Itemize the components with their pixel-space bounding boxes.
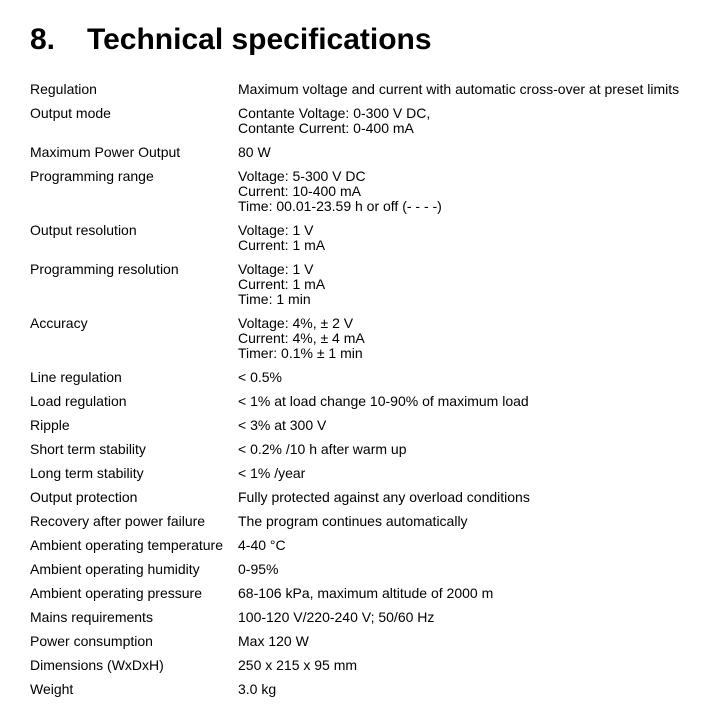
- spec-row: [30, 658, 700, 673]
- spec-value-line: Contante Voltage: 0-300 V DC,: [238, 105, 431, 121]
- spec-row: [30, 682, 700, 697]
- spec-value-line: 3.0 kg: [238, 681, 277, 697]
- spec-row: [30, 442, 700, 457]
- spec-label: Programming range: [30, 168, 154, 184]
- spec-value-line: 80 W: [238, 144, 271, 160]
- spec-label: Ambient operating pressure: [30, 585, 202, 601]
- spec-value-line: Timer: 0.1% ± 1 min: [238, 345, 363, 361]
- spec-value: [238, 682, 700, 697]
- spec-value-line: < 1% at load change 10-90% of maximum load: [238, 393, 529, 409]
- spec-label: Ambient operating temperature: [30, 537, 223, 553]
- spec-row: [30, 262, 700, 307]
- spec-value: [238, 316, 700, 361]
- spec-row: [30, 106, 700, 136]
- section-number: 8.: [30, 23, 56, 56]
- spec-row: [30, 586, 700, 601]
- spec-value: [238, 490, 700, 505]
- spec-row: [30, 466, 700, 481]
- spec-row: [30, 145, 700, 160]
- spec-value: [238, 610, 700, 625]
- spec-value-line: 100-120 V/220-240 V; 50/60 Hz: [238, 609, 435, 625]
- spec-label: Programming resolution: [30, 261, 179, 277]
- spec-label: Power consumption: [30, 633, 153, 649]
- spec-value: [238, 418, 700, 433]
- spec-value-line: Time: 00.01-23.59 h or off (- - - -): [238, 198, 442, 214]
- spec-value-line: < 0.2% /10 h after warm up: [238, 441, 407, 457]
- spec-row: [30, 370, 700, 385]
- spec-value: [238, 658, 700, 673]
- spec-label: Ambient operating humidity: [30, 561, 200, 577]
- spec-value: [238, 562, 700, 577]
- spec-row: [30, 418, 700, 433]
- spec-value: [238, 106, 700, 136]
- spec-value: [238, 634, 700, 649]
- spec-label: Short term stability: [30, 441, 146, 457]
- spec-value-line: Voltage: 5-300 V DC: [238, 168, 366, 184]
- spec-value: [238, 586, 700, 601]
- spec-row: [30, 82, 700, 97]
- spec-value-line: 250 x 215 x 95 mm: [238, 657, 358, 673]
- spec-value-line: Current: 1 mA: [238, 276, 326, 292]
- specifications-table: [30, 82, 700, 706]
- spec-value: [238, 262, 700, 307]
- spec-label: Ripple: [30, 417, 70, 433]
- spec-value: [238, 514, 700, 529]
- spec-value-line: Current: 1 mA: [238, 237, 326, 253]
- spec-row: [30, 316, 700, 361]
- spec-row: [30, 490, 700, 505]
- spec-label: Output resolution: [30, 222, 137, 238]
- spec-value-line: 68-106 kPa, maximum altitude of 2000 m: [238, 585, 494, 601]
- spec-value-line: 0-95%: [238, 561, 279, 577]
- spec-value-line: Voltage: 1 V: [238, 222, 314, 238]
- spec-value-line: Voltage: 1 V: [238, 261, 314, 277]
- spec-value-line: Voltage: 4%, ± 2 V: [238, 315, 354, 331]
- spec-label: Line regulation: [30, 369, 122, 385]
- spec-value: [238, 394, 700, 409]
- spec-value: [238, 370, 700, 385]
- spec-row: [30, 562, 700, 577]
- spec-row: [30, 223, 700, 253]
- spec-row: [30, 634, 700, 649]
- spec-row: [30, 169, 700, 214]
- spec-value-line: Current: 10-400 mA: [238, 183, 361, 199]
- spec-value: [238, 169, 700, 214]
- spec-value-line: Time: 1 min: [238, 291, 311, 307]
- spec-label: Weight: [30, 681, 74, 697]
- spec-row: [30, 610, 700, 625]
- spec-value-line: < 0.5%: [238, 369, 282, 385]
- spec-label: Regulation: [30, 81, 97, 97]
- spec-value: [238, 223, 700, 253]
- spec-value-line: < 3% at 300 V: [238, 417, 327, 433]
- section-heading: [30, 22, 432, 58]
- spec-value-line: Maximum voltage and current with automatic cross-over at preset limits: [238, 81, 680, 97]
- spec-label: Load regulation: [30, 393, 127, 409]
- spec-label: Maximum Power Output: [30, 144, 181, 160]
- spec-value: [238, 442, 700, 457]
- spec-row: [30, 538, 700, 553]
- section-title: Technical specifications: [87, 23, 432, 56]
- spec-value-line: Fully protected against any overload conditions: [238, 489, 530, 505]
- spec-value-line: Max 120 W: [238, 633, 309, 649]
- spec-value: [238, 466, 700, 481]
- spec-value: [238, 538, 700, 553]
- spec-value-line: 4-40 °C: [238, 537, 286, 553]
- spec-value-line: Current: 4%, ± 4 mA: [238, 330, 365, 346]
- spec-row: [30, 394, 700, 409]
- spec-value: [238, 145, 700, 160]
- spec-value: [238, 82, 700, 97]
- spec-label: Output protection: [30, 489, 138, 505]
- spec-label: Output mode: [30, 105, 111, 121]
- spec-label: Long term stability: [30, 465, 144, 481]
- spec-value-line: The program continues automatically: [238, 513, 468, 529]
- spec-label: Dimensions (WxDxH): [30, 657, 164, 673]
- spec-value-line: < 1% /year: [238, 465, 306, 481]
- spec-label: Accuracy: [30, 315, 88, 331]
- spec-label: Mains requirements: [30, 609, 153, 625]
- spec-value-line: Contante Current: 0-400 mA: [238, 120, 414, 136]
- spec-row: [30, 514, 700, 529]
- spec-label: Recovery after power failure: [30, 513, 206, 529]
